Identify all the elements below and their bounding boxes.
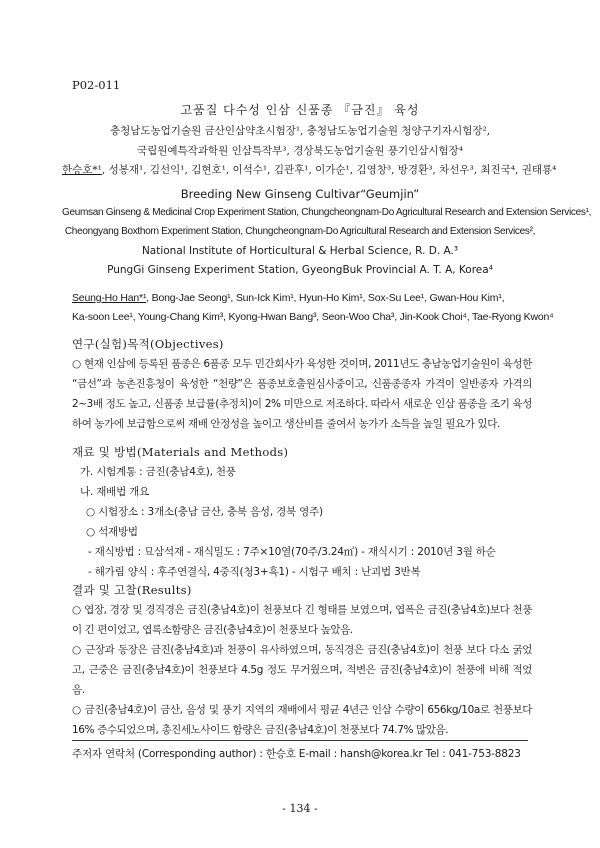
affiliation-english-line-4: PungGi Ginseng Experiment Station, GyeongBuk Provincial A. T. A, Korea⁴ xyxy=(107,264,493,276)
affiliation-english-line-1: Geumsan Ginseng & Medicinal Crop Experiment Station, Chungcheongnam-Do Agricultural Research and Extension Services¹, xyxy=(62,207,592,218)
co-authors-english-line-1: , Bong-Jae Seong¹, Sun-Ick Kim¹, Hyun-Ho Kim¹, Sox-Su Lee¹, Gwan-Hou Kim¹, xyxy=(146,292,505,304)
affiliation-english-line-3: National Institute of Horticultural & Herbal Science, R. D. A.³ xyxy=(141,245,459,257)
paper-code: P02-011 xyxy=(72,78,121,92)
methods-line: - 해가림 양식 : 후주연결식, 4중직(청3+흑1) - 시험구 배치 : 난괴법 3반복 xyxy=(88,566,421,578)
results-paragraph: ○ 근장과 동장은 금진(충남4호)과 천풍이 유사하였으며, 동직경은 금진(충남4호)이 천풍 보다 다소 굵었고, 근중은 금진(충남4호)이 천풍보다 4.5g 정도 무거웠으며, 적변은 금진(충남4호)이 천풍에 비해 적었음. xyxy=(72,644,532,696)
authors-english-line-1 xyxy=(72,292,532,304)
co-authors-korean: , 성봉재¹, 김선익¹, 김현호¹, 이석수¹, 김관후¹, 이가순¹, 김영창³, 방경환³, 차선우³, 최진국⁴, 권태룡⁴ xyxy=(101,164,557,176)
methods-line: ○ 시험장소 : 3개소(충남 금산, 충북 음성, 경북 영주) xyxy=(86,506,323,518)
section-heading-objectives: 연구(실험)목적(Objectives) xyxy=(72,337,224,351)
methods-line: ○ 석재방법 xyxy=(86,526,138,538)
affiliation-english-line-2: Cheongyang Boxthorn Experiment Station, Chungcheongnam-Do Agricultural Research and Extension Services², xyxy=(64,226,536,237)
footnote-divider xyxy=(72,740,528,741)
methods-line: 가. 시험계통 : 금진(충남4호), 천풍 xyxy=(80,466,236,478)
objectives-paragraph: ○ 현재 인삼에 등록된 품종은 6품종 모두 민간회사가 육성한 것이며, 2011년도 충남농업기술원이 육성한 “금선”과 농촌진흥청이 육성한 “천량”은 품종보호출원심사중이고, 신품종종자 가격이 일반종자 가격의 2~3배 정도 높고, 신품종 보급률(추정치)이 2% 미만으로 저조하다. 따라서 새로운 인삼 품종을 조기 육성하여 농가에 보급함으로써 재배 안정성을 높이고 생산비를 줄여서 농가가 소득을 높일 필요가 있다. xyxy=(72,358,532,430)
affiliation-korean-line-1: 충청남도농업기술원 금산인삼약초시험장¹, 충청남도농업기술원 청양구기자시험장², xyxy=(109,125,491,137)
results-paragraph: ○ 금진(충남4호)이 금산, 음성 및 풍기 지역의 재배에서 평균 4년근 인삼 수량이 656kg/10a로 천풍보다 16% 증수되었으며, 총진세노사이드 함량은 금진(충남4호)이 천풍보다 74.7% 많았음. xyxy=(72,704,532,736)
first-author-korean: 한승호*¹ xyxy=(62,164,102,176)
title-english: Breeding New Ginseng Cultivar“Geumjin” xyxy=(180,187,420,201)
results-paragraph: ○ 엽장, 경장 및 경직경은 금진(충남4호)이 천풍보다 긴 형태를 보였으며, 엽폭은 금진(충남4호)보다 천풍이 긴 편이었고, 엽록소함량은 금진(충남4호)이 천풍보다 높았음. xyxy=(72,604,532,636)
methods-line: - 재식방법 : 묘삼석재 - 재식밀도 : 7주×10열(70주/3.24㎡) - 재식시기 : 2010년 3월 하순 xyxy=(88,546,496,558)
first-author-english: Seung-Ho Han*¹ xyxy=(72,292,147,304)
authors-english-line-2: Ka-soon Lee¹, Young-Chang Kim³, Kyong-Hwan Bang³, Seon-Woo Cha³, Jin-Kook Choi⁴, Tae-Ryong Kwon⁴ xyxy=(72,311,554,323)
corresponding-author: 주저자 연락처 (Corresponding author) : 한승호 E-mail : hansh@korea.kr Tel : 041-753-8823 xyxy=(72,748,521,760)
affiliation-korean-line-2: 국립원예특작과학원 인삼특작부³, 경상북도농업기술원 풍기인삼시험장⁴ xyxy=(136,145,464,157)
section-heading-results: 결과 및 고찰(Results) xyxy=(72,583,192,597)
section-heading-methods: 재료 및 방법(Materials and Methods) xyxy=(72,445,289,459)
authors-korean xyxy=(62,162,557,177)
methods-line: 나. 재배법 개요 xyxy=(80,486,150,498)
title-korean: 고품질 다수성 인삼 신품종 『금진』 육성 xyxy=(180,103,420,117)
page-number: - 134 - xyxy=(282,802,318,815)
